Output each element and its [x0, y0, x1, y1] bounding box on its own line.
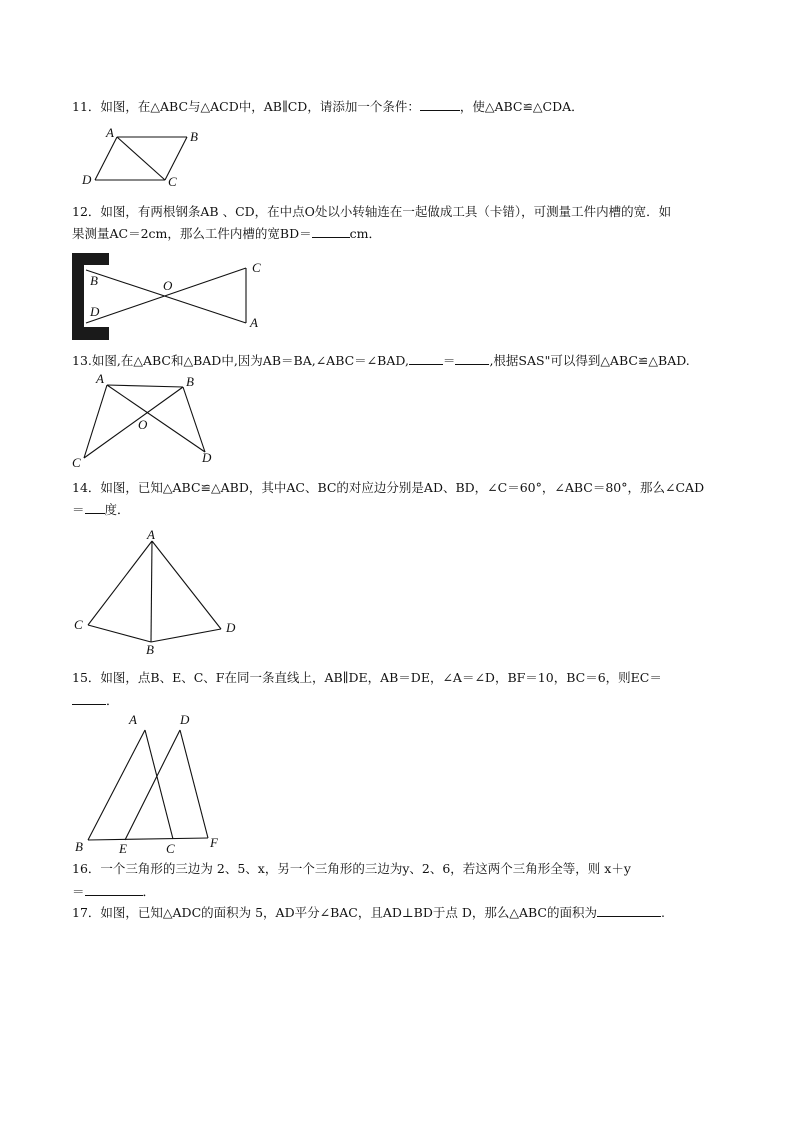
q15-label-e: E: [119, 841, 127, 856]
q13-label-b: B: [186, 374, 194, 389]
q13-text-a: 13.如图,在△ABC和△BAD中,因为AB＝BA,∠ABC＝∠BAD,: [72, 353, 409, 368]
q12-line1: 12．如图，有两根钢条AB 、CD，在中点O处以小转轴连在一起做成工具（卡错），可测量工件内槽的宽．如: [72, 204, 672, 219]
q12-label-c: C: [252, 260, 261, 275]
q12-label-a: A: [250, 315, 258, 330]
q14-label-d: D: [226, 620, 236, 635]
q11-label-c: C: [168, 174, 177, 189]
q13-label-d: D: [202, 450, 212, 465]
q14-line1: 14．如图，已知△ABC≌△ABD，其中AC、BC的对应边分别是AD、BD，∠C＝60°，∠ABC＝80°，那么∠CAD: [72, 480, 705, 495]
q17-text-a: 17．如图，已知△ADC的面积为 5，AD平分∠BAC，且AD⊥BD于点 D，那么△ABC的面积为: [72, 905, 597, 920]
q13-label-a: A: [96, 371, 104, 386]
q11-text-a: 11．如图，在△ABC与△ACD中，AB∥CD，请添加一个条件：: [72, 99, 420, 114]
q14-label-c: C: [74, 617, 83, 632]
q14-label-a: A: [147, 527, 155, 542]
q13-text-c: ,根据SAS"可以得到△ABC≌△BAD.: [489, 353, 690, 368]
q11-label-d: D: [82, 172, 92, 187]
q15-label-f: F: [210, 835, 218, 850]
q12-line2-b: cm．: [349, 226, 381, 241]
q12-label-d: D: [90, 304, 100, 319]
q11-label-a: A: [106, 125, 114, 140]
q12-line2-a: 果测量AC＝2cm，那么工件内槽的宽BD＝: [72, 226, 312, 241]
q11-text-b: ，使△ABC≌△CDA．: [459, 99, 584, 114]
q11-label-b: B: [190, 129, 198, 144]
q17-text: [72, 904, 665, 921]
q14-line2-b: 度．: [104, 502, 130, 517]
q14-line2-a: ＝: [72, 502, 85, 517]
q15-label-b: B: [75, 839, 83, 854]
q15-label-a: A: [129, 712, 137, 727]
q16-line1: 16．一个三角形的三边为 2、5、x，另一个三角形的三边为y、2、6，若这两个三角形全等，则 x＋y: [72, 861, 631, 876]
q12-label-b: B: [90, 273, 98, 288]
q16-answer-blank[interactable]: [85, 883, 143, 896]
q17-answer-blank[interactable]: [597, 904, 661, 917]
q13-text-b: ＝: [442, 353, 456, 368]
q13-label-c: C: [72, 455, 81, 470]
q13-label-o: O: [138, 417, 148, 432]
q17-text-b: .: [661, 905, 665, 920]
q15-line1: 15．如图，点B、E、C、F在同一条直线上，AB∥DE，AB＝DE，∠A＝∠D，BF＝10，BC＝6，则EC＝: [72, 670, 662, 685]
q16-line2: [72, 883, 155, 900]
q15-label-d: D: [180, 712, 190, 727]
q15-label-c: C: [166, 841, 175, 856]
q15-line2-text: ．: [106, 693, 119, 708]
q14-label-b: B: [146, 642, 154, 657]
q16-line2-b: ．: [142, 884, 156, 899]
q16-line2-a: ＝: [72, 884, 85, 899]
q12-label-o: O: [163, 278, 173, 293]
